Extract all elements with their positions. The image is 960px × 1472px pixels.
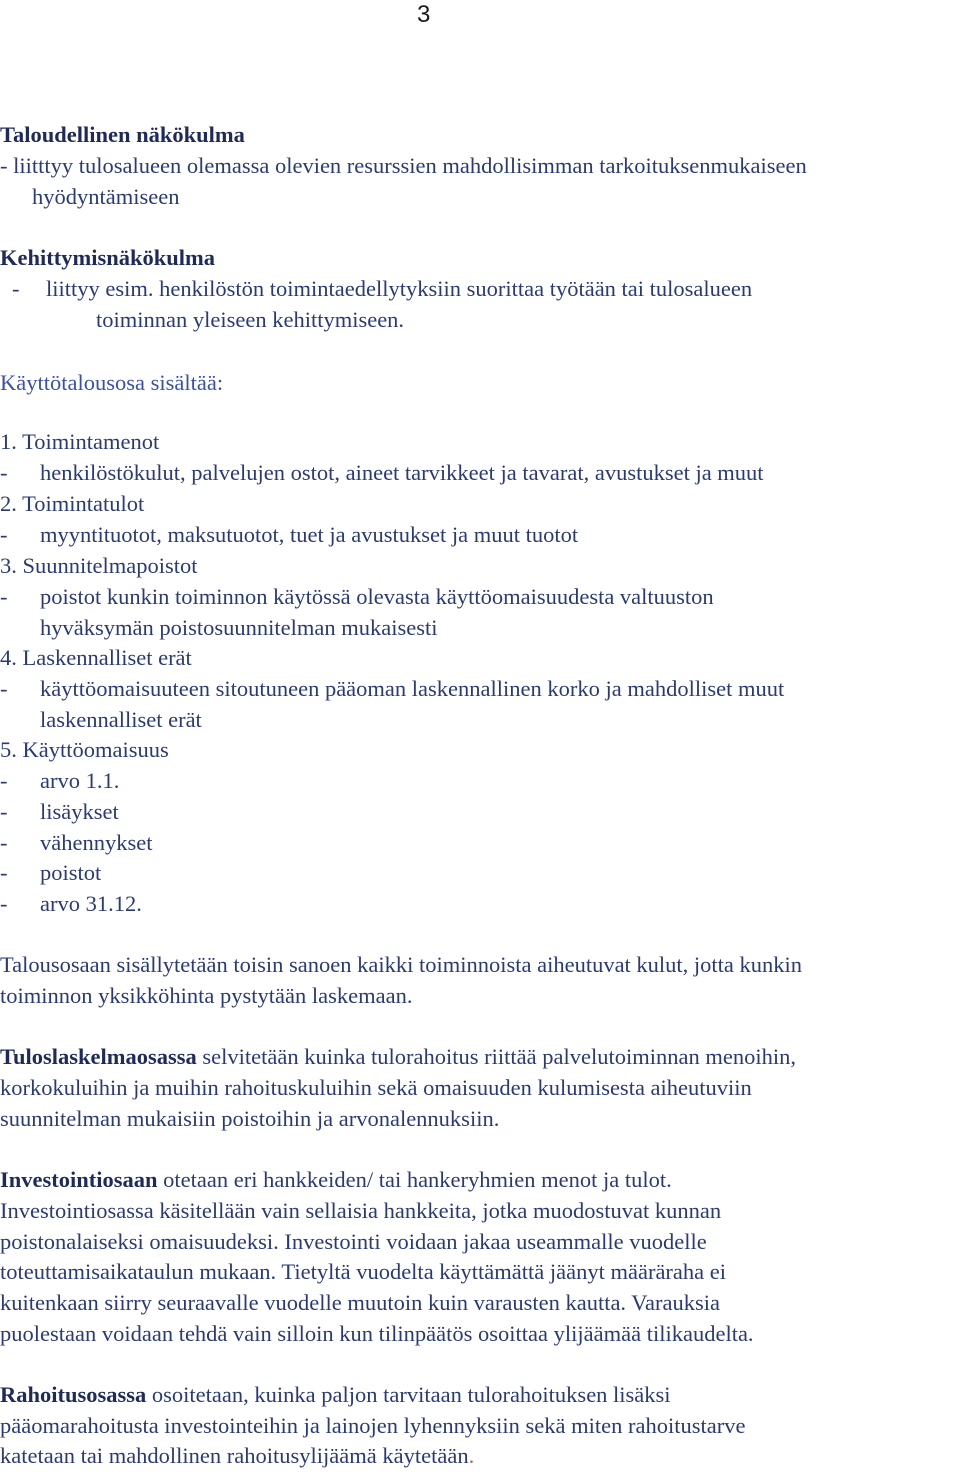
item-4-line-1 (0, 675, 784, 702)
talousosa-line-1: Talousosaan sisällytetään toisin sanoen kaikki toiminnoista aiheutuvat kulut, jotta kunkin (0, 952, 803, 977)
rahoitus-period: . (468, 1443, 475, 1468)
dash-bullet: - (12, 276, 20, 301)
item-2-title: 2. Toimintatulot (0, 491, 145, 516)
item-5-title: 5. Käyttöomaisuus (0, 737, 169, 762)
rahoitus-line-1 (0, 1381, 671, 1408)
item-5-sub-1 (0, 767, 119, 794)
development-text-1: liittyy esim. henkilöstön toimintaedellytyksiin suorittaa työtään tai tulosalueen (46, 276, 753, 301)
investointi-line-6: puolestaan voidaan tehdä vain silloin kun tilinpäätös osoittaa ylijäämää tilikaudelta. (0, 1321, 754, 1346)
item-4-title: 4. Laskennalliset erät (0, 645, 192, 670)
rahoitus-line-2: pääomarahoitusta investointeihin ja lainojen lyhennyksiin sekä miten rahoitustarve (0, 1413, 746, 1438)
dash-bullet: - (0, 584, 8, 609)
item-1-line (0, 459, 764, 486)
tuloslaskelma-line-1 (0, 1043, 796, 1070)
rahoitus-text-3: katetaan tai mahdollinen rahoitusylijäämä käytetään (0, 1443, 469, 1468)
dash-bullet: - (0, 522, 8, 547)
item-5-sub-text-1: arvo 1.1. (40, 768, 120, 793)
item-1-title: 1. Toimintamenot (0, 429, 160, 454)
development-line-1 (12, 275, 752, 302)
investointi-line-2: Investointiosassa käsitellään vain sellaisia hankkeita, jotka muodostuvat kunnan (0, 1198, 722, 1223)
item-3-line-1 (0, 583, 714, 610)
rahoitus-keyword: Rahoitusosassa (0, 1382, 147, 1407)
investointi-line-3: poistonalaiseksi omaisuudeksi. Investointi voidaan jakaa useammalle vuodelle (0, 1229, 707, 1254)
item-5-sub-text-2: lisäykset (40, 799, 119, 824)
tuloslaskelma-line-3: suunnitelman mukaisiin poistoihin ja arvonalennuksiin. (0, 1106, 500, 1131)
item-1-text: henkilöstökulut, palvelujen ostot, aineet tarvikkeet ja tavarat, avustukset ja muut (40, 460, 764, 485)
financial-heading: Taloudellinen näkökulma (0, 122, 245, 147)
financial-text-1: liitttyy tulosalueen olemassa olevien resurssien mahdollisimman tarkoituksenmukaiseen (13, 153, 807, 178)
item-5-sub-2 (0, 798, 119, 825)
rahoitus-line-3 (0, 1442, 474, 1469)
rahoitus-text-1: osoitetaan, kuinka paljon tarvitaan tulorahoituksen lisäksi (146, 1382, 671, 1407)
investointi-line-4: toteuttamisaikataulun mukaan. Tietyltä vuodelta käyttämättä jäänyt määräraha ei (0, 1259, 727, 1284)
dash-bullet: - (0, 799, 8, 824)
item-5-sub-3 (0, 829, 152, 856)
dash-bullet: - (0, 891, 8, 916)
talousosa-line-2: toiminnon yksikköhinta pystytään laskemaan. (0, 983, 413, 1008)
item-4-line-2: laskennalliset erät (40, 707, 202, 732)
page-number: 3 (417, 1, 431, 28)
item-2-line (0, 521, 578, 548)
financial-line-1 (0, 152, 807, 179)
item-5-sub-4 (0, 859, 101, 886)
tuloslaskelma-line-2: korkokuluihin ja muihin rahoituskuluihin sekä omaisuuden kulumisesta aiheutuviin (0, 1075, 752, 1100)
investointi-line-1 (0, 1166, 672, 1193)
investointi-line-5: kuitenkaan siirry seuraavalle vuodelle muutoin kuin varausten kautta. Varauksia (0, 1290, 720, 1315)
investointi-text-1: otetaan eri hankkeiden/ tai hankeryhmien menot ja tulot. (157, 1167, 672, 1192)
item-3-title: 3. Suunnitelmapoistot (0, 553, 198, 578)
item-2-text: myyntituotot, maksutuotot, tuet ja avustukset ja muut tuotot (40, 522, 579, 547)
dash-bullet: - (0, 830, 8, 855)
tuloslaskelma-keyword: Tuloslaskelmaosassa (0, 1044, 197, 1069)
item-3-text-1: poistot kunkin toiminnon käytössä olevasta käyttöomaisuudesta valtuuston (40, 584, 714, 609)
dash-bullet: - (0, 676, 8, 701)
dash-bullet: - (0, 153, 8, 178)
item-4-text-1: käyttöomaisuuteen sitoutuneen pääoman laskennallinen korko ja mahdolliset muut (40, 676, 785, 701)
financial-line-2: hyödyntämiseen (32, 184, 180, 209)
item-5-sub-text-5: arvo 31.12. (40, 891, 142, 916)
item-5-sub-5 (0, 890, 142, 917)
item-5-sub-text-3: vähennykset (40, 830, 153, 855)
tuloslaskelma-text-1: selvitetään kuinka tulorahoitus riittää palvelutoiminnan menoihin, (196, 1044, 796, 1069)
item-5-sub-text-4: poistot (40, 860, 102, 885)
development-line-2: toiminnan yleiseen kehittymiseen. (96, 307, 405, 332)
dash-bullet: - (0, 860, 8, 885)
development-heading: Kehittymisnäkökulma (0, 245, 216, 270)
contents-heading: Käyttötalousosa sisältää: (0, 370, 224, 395)
item-3-line-2: hyväksymän poistosuunnitelman mukaisesti (40, 615, 438, 640)
investointi-keyword: Investointiosaan (0, 1167, 158, 1192)
dash-bullet: - (0, 460, 8, 485)
dash-bullet: - (0, 768, 8, 793)
